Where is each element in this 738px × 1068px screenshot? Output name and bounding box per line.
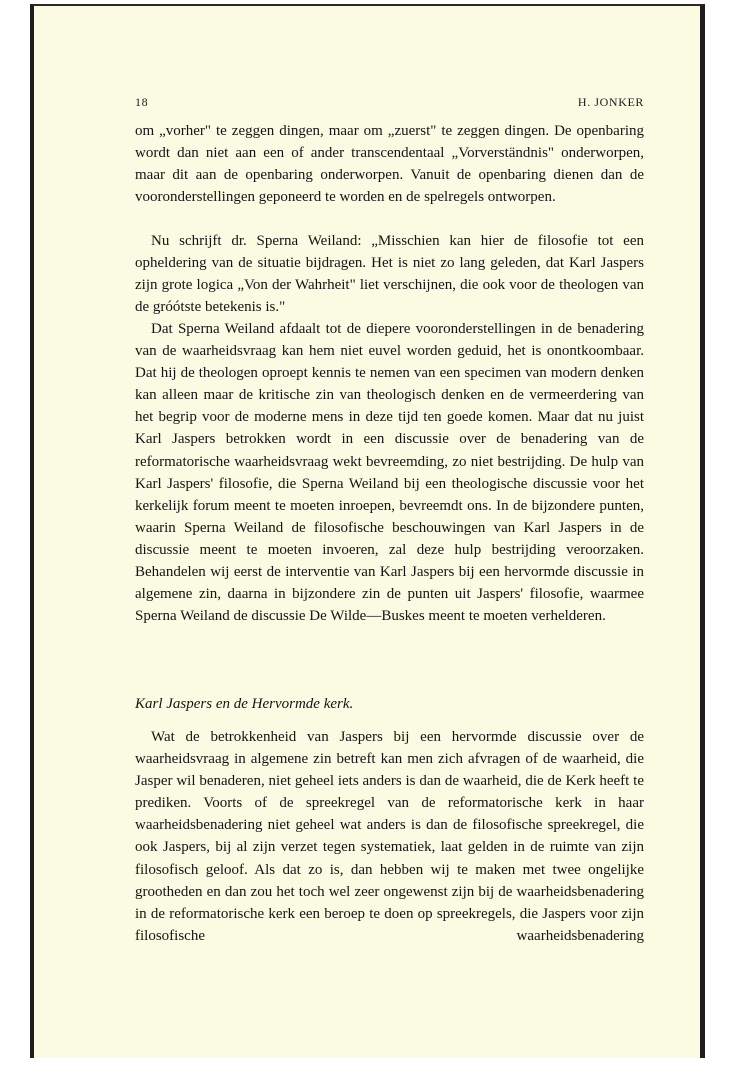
paragraph-3 xyxy=(135,318,644,627)
paragraph-4 xyxy=(135,726,644,947)
paragraph-text: om „vorher" te zeggen dingen, maar om „zuerst" te zeggen dingen. De openbaring wordt dan niet aan een of ander transcendentaal „Vorverständnis" onderworpen, maar dit aan de openbaring onderworpen. Vanuit de openbaring dienen dan de vooronderstellingen geponeerd te worden en de spelregels ontworpen. xyxy=(135,123,644,206)
page-header xyxy=(135,95,644,113)
paragraph-text: Dat Sperna Weiland afdaalt tot de diepere vooronderstellingen in de benadering van de waarheidsvraag kan hem niet euvel worden geduid, het is onontkoombaar. Dat hij de theologen oproept kennis te nemen van een specimen van modern denken kan alleen maar de kritische zin van theologisch denken en de vermeerdering van het begrip voor de moderne mens in deze tijd ten goede komen. Maar dat nu juist Karl Jaspers betrokken wordt in een discussie over de benadering van de reformatorische waarheidsvraag wekt bevreemding, zo niet bestrijding. De hulp van Karl Jaspers' filosofie, die Sperna Weiland bij een theologische discussie voor het kerkelijk forum meent te moeten inroepen, bevreemdt ons. In de bijzondere punten, waarin Sperna Weiland de filosofische beschouwingen van Karl Jaspers in de discussie meent te moeten invoeren, zal deze hulp bestrijding veroorzaken. Behandelen wij eerst de interventie van Karl Jaspers bij een hervormde discussie in algemene zin, daarna in bijzondere zin de punten uit Jaspers' filosofie, waarmee Sperna Weiland de discussie De Wilde—Buskes meent te moeten verhelderen. xyxy=(135,321,644,625)
section-heading: Karl Jaspers en de Hervormde kerk. xyxy=(135,696,354,712)
paragraph-text: Wat de betrokkenheid van Jaspers bij een hervormde discussie over de waarheidsvraag in algemene zin betreft kan men zich afvragen of de waarheid, die Jasper wil benaderen, niet geheel iets anders is dan de waarheid, die de Kerk heeft te prediken. Voorts of de spreekregel van de reformatorische kerk in haar waarheidsbenadering niet geheel wat anders is dan de filosofische spreekregel, die ook Jaspers, bij al zijn verzet tegen systematiek, laat gelden in de ruimte van zijn filosofisch geloof. Als dat zo is, dan hebben wij te maken met twee ongelijke grootheden en dan zou het toch wel zeer ongewenst zijn bij de waarheidsbenadering in de reformatorische kerk een beroep te doen op spreekregels, die Jaspers voor zijn filosofische waarheidsbenadering xyxy=(135,729,644,944)
running-head: H. JONKER xyxy=(577,95,644,109)
page-number: 18 xyxy=(135,95,149,109)
paragraph-1 xyxy=(135,120,644,208)
paragraph-2 xyxy=(135,230,644,318)
paragraph-text: Nu schrijft dr. Sperna Weiland: „Misschien kan hier de filosofie tot een opheldering van de situatie bijdragen. Het is niet zo lang geleden, dat Karl Jaspers zijn grote logica „Von der Wahrheit" liet verschijnen, die ook voor de theologen van de gróótste betekenis is." xyxy=(135,233,644,316)
